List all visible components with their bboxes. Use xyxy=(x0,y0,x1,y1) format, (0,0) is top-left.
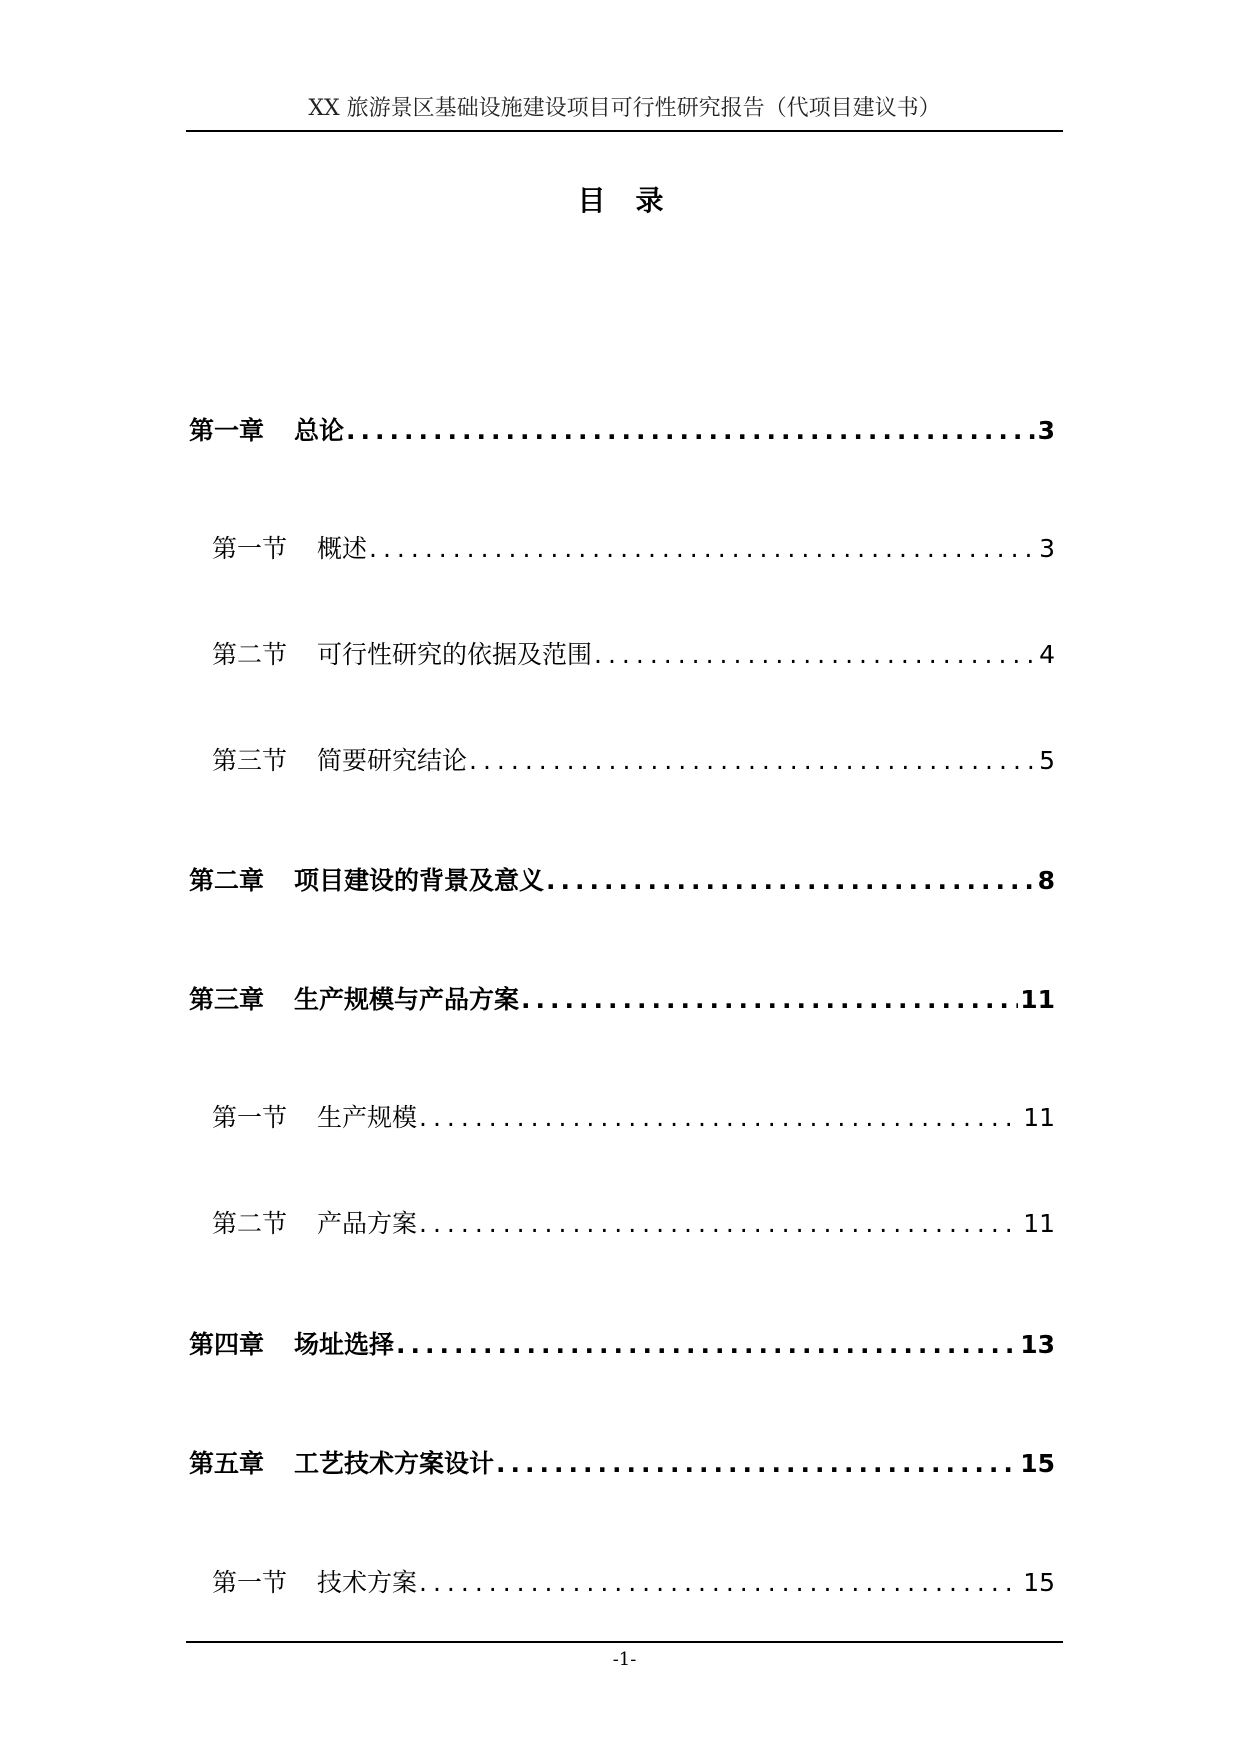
toc-entry-page: 4 xyxy=(1039,640,1055,669)
toc-entry-chapter-4[interactable] xyxy=(189,1327,1055,1363)
toc-entry-chapter-1[interactable] xyxy=(189,413,1055,449)
toc-dot-leader xyxy=(419,1206,1021,1242)
toc-dot-leader xyxy=(496,1446,1018,1482)
toc-entry-page: 13 xyxy=(1020,1330,1055,1359)
toc-entry-title: 总论 xyxy=(294,416,345,445)
toc-dot-leader xyxy=(369,531,1037,567)
toc-entry-number: 第四章 xyxy=(189,1330,265,1359)
toc-entry-number: 第三章 xyxy=(189,985,265,1014)
toc-entry-page: 11 xyxy=(1020,985,1055,1014)
toc-entry-section-1-2[interactable] xyxy=(212,637,1055,673)
toc-entry-number: 第二节 xyxy=(212,1209,288,1238)
toc-entry-page: 11 xyxy=(1023,1209,1055,1238)
toc-dot-leader xyxy=(521,982,1018,1018)
toc-dot-leader xyxy=(346,413,1036,449)
toc-entry-title: 工艺技术方案设计 xyxy=(294,1449,495,1478)
toc-entry-number: 第三节 xyxy=(212,746,288,775)
toc-entry-page: 11 xyxy=(1023,1103,1055,1132)
toc-dot-leader xyxy=(594,637,1037,673)
toc-dot-leader xyxy=(469,743,1037,779)
toc-dot-leader xyxy=(546,863,1036,899)
toc-entry-section-3-2[interactable] xyxy=(212,1206,1055,1242)
toc-entry-page: 15 xyxy=(1020,1449,1055,1478)
toc-dot-leader xyxy=(396,1327,1018,1363)
toc-entry-page: 8 xyxy=(1037,866,1055,895)
toc-entry-chapter-2[interactable] xyxy=(189,863,1055,899)
toc-entry-section-3-1[interactable] xyxy=(212,1100,1055,1136)
page-number: -1- xyxy=(612,1649,637,1670)
toc-entry-chapter-5[interactable] xyxy=(189,1446,1055,1482)
toc-entry-title: 简要研究结论 xyxy=(317,746,468,775)
toc-entry-title: 技术方案 xyxy=(317,1568,418,1597)
toc-dot-leader xyxy=(419,1565,1021,1601)
toc-entry-title: 项目建设的背景及意义 xyxy=(294,866,545,895)
toc-entry-number: 第一章 xyxy=(189,416,265,445)
toc-entry-number: 第二节 xyxy=(212,640,288,669)
toc-entry-title: 可行性研究的依据及范围 xyxy=(317,640,593,669)
toc-entry-number: 第二章 xyxy=(189,866,265,895)
toc-entry-title: 场址选择 xyxy=(294,1330,395,1359)
toc-entry-title: 生产规模 xyxy=(317,1103,418,1132)
toc-entry-section-1-1[interactable] xyxy=(212,531,1055,567)
toc-entry-section-1-3[interactable] xyxy=(212,743,1055,779)
toc-entry-page: 5 xyxy=(1039,746,1055,775)
toc-entry-section-5-1[interactable] xyxy=(212,1565,1055,1601)
page-footer xyxy=(186,1641,1063,1670)
toc-entry-number: 第五章 xyxy=(189,1449,265,1478)
toc-entry-title: 生产规模与产品方案 xyxy=(294,985,520,1014)
toc-entry-page: 3 xyxy=(1039,534,1055,563)
toc-entry-number: 第一节 xyxy=(212,1103,288,1132)
toc-entry-number: 第一节 xyxy=(212,534,288,563)
toc-entry-number: 第一节 xyxy=(212,1568,288,1597)
toc-entry-page: 3 xyxy=(1037,416,1055,445)
toc-entry-page: 15 xyxy=(1023,1568,1055,1597)
toc-entry-title: 产品方案 xyxy=(317,1209,418,1238)
toc-heading: 目录 xyxy=(577,184,694,217)
page-header: XX 旅游景区基础设施建设项目可行性研究报告（代项目建议书） xyxy=(186,96,1063,132)
toc-entry-chapter-3[interactable] xyxy=(189,982,1055,1018)
toc-dot-leader xyxy=(419,1100,1021,1136)
toc-entry-title: 概述 xyxy=(317,534,368,563)
